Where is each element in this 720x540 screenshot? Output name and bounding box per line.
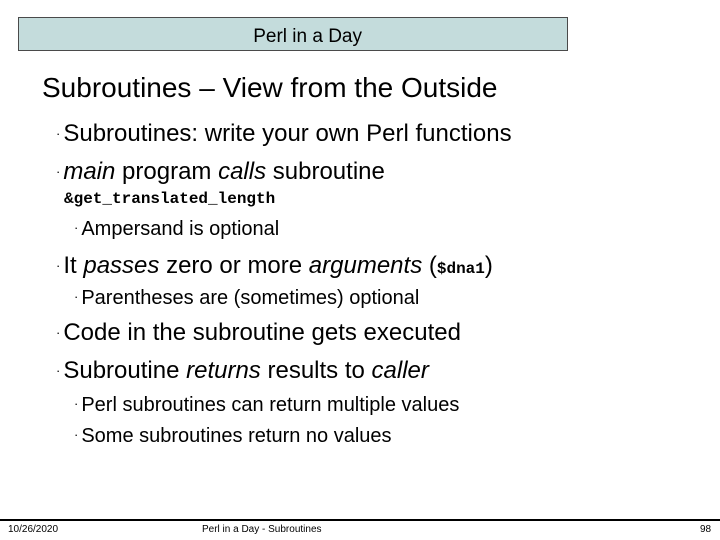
bullet-text: It bbox=[63, 252, 84, 279]
subbullet-no-values bbox=[74, 425, 392, 448]
subbullet-text: Ampersand is optional bbox=[81, 218, 280, 240]
code-get-translated-length: &get_translated_length bbox=[64, 190, 276, 208]
emphasis-passes: passes bbox=[83, 252, 160, 279]
emphasis-caller: caller bbox=[371, 357, 429, 384]
code-dna1: $dna1 bbox=[436, 260, 485, 278]
header-title: Perl in a Day bbox=[253, 26, 362, 47]
bullet-text: subroutine bbox=[266, 158, 385, 185]
emphasis-arguments: arguments bbox=[308, 252, 423, 279]
emphasis-returns: returns bbox=[186, 357, 261, 384]
bullet-marker: · bbox=[56, 164, 61, 179]
bullet-text: Code in the subroutine gets executed bbox=[63, 319, 461, 346]
bullet-text: ) bbox=[484, 252, 493, 279]
bullet-marker: · bbox=[74, 427, 79, 442]
bullet-text: results to bbox=[260, 357, 372, 384]
subbullet-text: Perl subroutines can return multiple values bbox=[81, 394, 460, 416]
bullet-text: Subroutines: write your own Perl functions bbox=[63, 120, 512, 147]
subbullet-ampersand bbox=[74, 218, 279, 241]
footer-title: Perl in a Day - Subroutines bbox=[202, 524, 322, 535]
bullet-main-calls bbox=[56, 158, 385, 186]
bullet-returns-results bbox=[56, 357, 429, 385]
bullet-text: ( bbox=[422, 252, 437, 279]
bullet-code-executed bbox=[56, 319, 461, 347]
bullet-marker: · bbox=[56, 363, 61, 378]
footer-divider bbox=[0, 519, 720, 521]
bullet-text: Subroutine bbox=[63, 357, 187, 384]
emphasis-calls: calls bbox=[218, 158, 267, 185]
bullet-text: zero or more bbox=[159, 252, 309, 279]
bullet-passes-arguments bbox=[56, 252, 493, 280]
bullet-marker: · bbox=[74, 289, 79, 304]
bullet-subroutines-definition bbox=[56, 120, 512, 148]
bullet-marker: · bbox=[74, 220, 79, 235]
bullet-marker: · bbox=[56, 126, 61, 141]
footer-date: 10/26/2020 bbox=[8, 524, 59, 535]
bullet-marker: · bbox=[56, 325, 61, 340]
bullet-marker: · bbox=[56, 258, 61, 273]
subbullet-parentheses bbox=[74, 287, 419, 310]
page-number: 98 bbox=[700, 524, 712, 535]
subbullet-multiple-values bbox=[74, 394, 459, 417]
emphasis-main: main bbox=[63, 158, 116, 185]
bullet-text: program bbox=[115, 158, 219, 185]
bullet-marker: · bbox=[74, 396, 79, 411]
slide-title: Subroutines – View from the Outside bbox=[42, 72, 498, 103]
subbullet-text: Parentheses are (sometimes) optional bbox=[81, 287, 420, 309]
subbullet-text: Some subroutines return no values bbox=[81, 425, 392, 447]
header-banner bbox=[18, 17, 568, 51]
